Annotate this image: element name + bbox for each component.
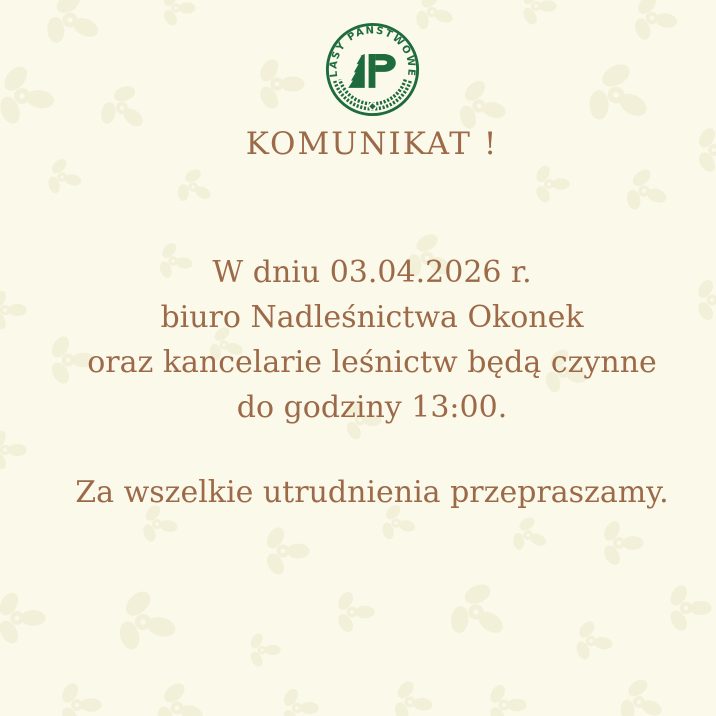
announcement-closing: Za wszelkie utrudnienia przepraszamy.	[75, 475, 669, 510]
logo-tree-p-monogram	[348, 54, 396, 88]
announcement-body	[14, 250, 716, 515]
page-title: KOMUNIKAT !	[245, 126, 499, 162]
announcement-line: oraz kancelarie leśnictw będą czynne	[87, 345, 657, 380]
announcement-line: W dniu 03.04.2026 r.	[212, 255, 532, 290]
lasy-panstwowe-logo	[324, 21, 421, 118]
announcement-line: do godziny 13:00.	[236, 390, 508, 425]
announcement-line: biuro Nadleśnictwa Okonek	[160, 300, 584, 335]
logo-arc-label: LASY PAŃSTWOWE	[328, 25, 417, 78]
